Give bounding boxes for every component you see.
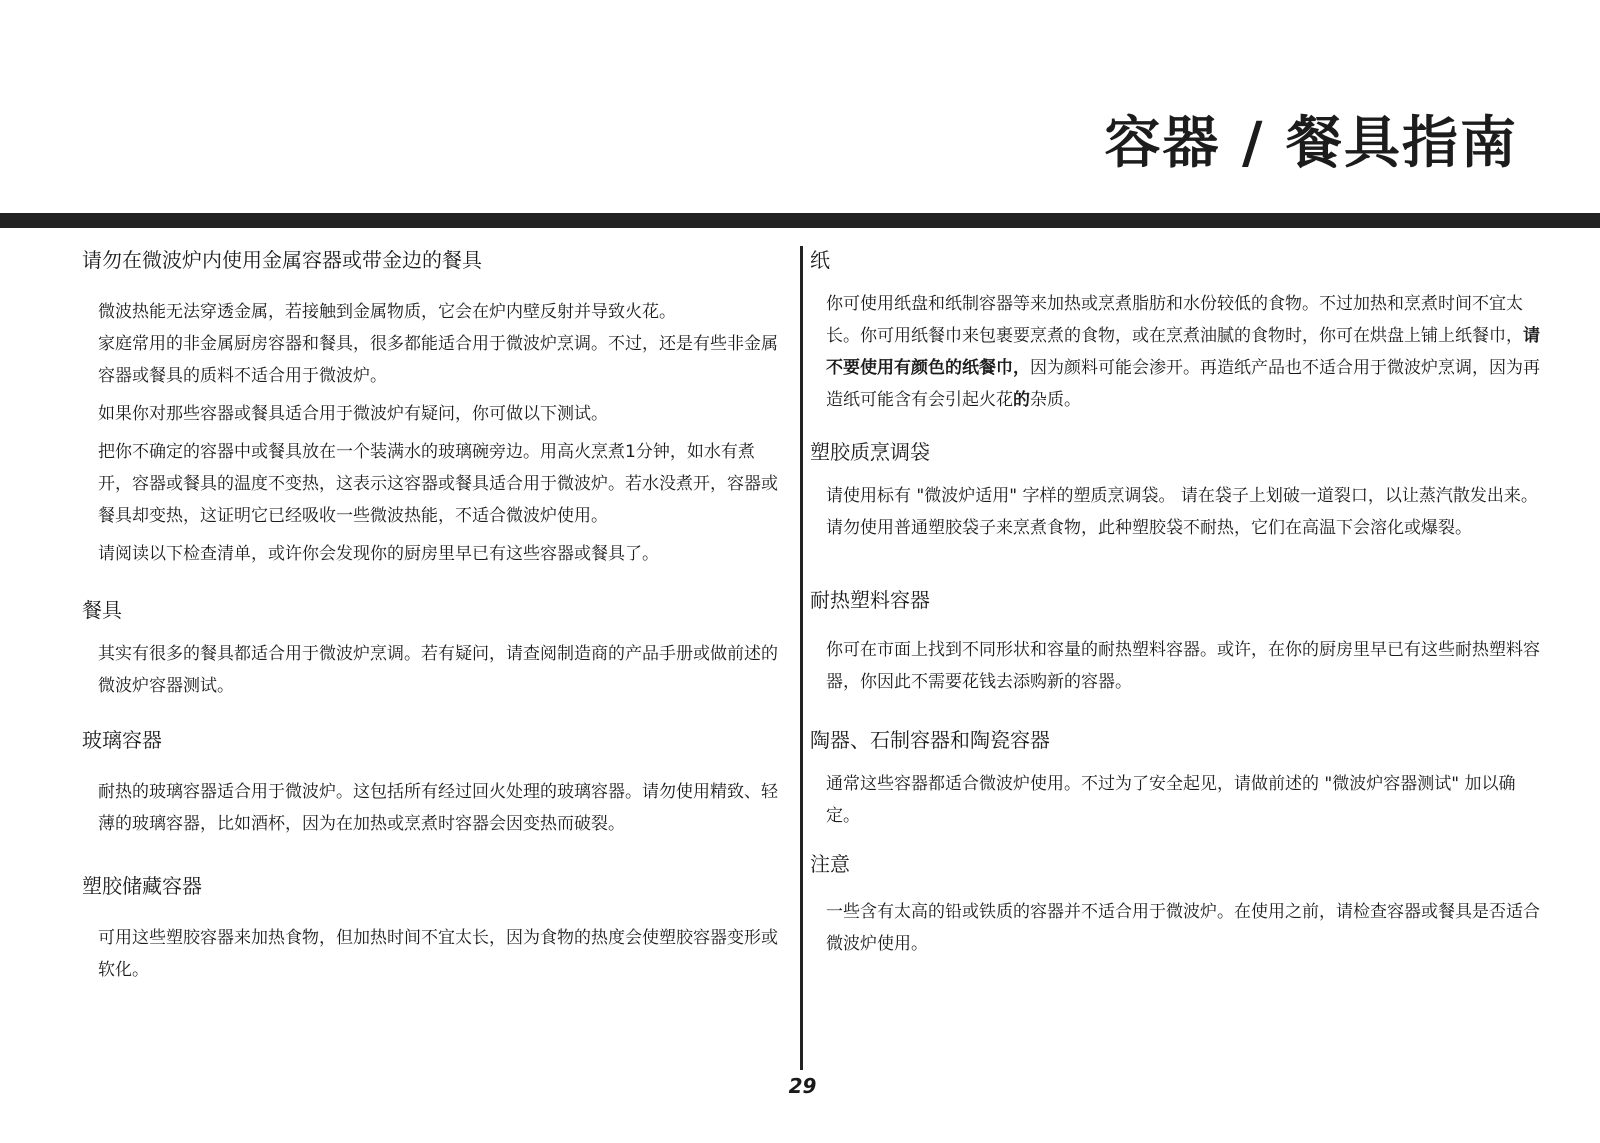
- title-rule: [0, 213, 1600, 228]
- section-heading-glass: 玻璃容器: [82, 728, 162, 752]
- section-heading-tableware: 餐具: [82, 598, 122, 622]
- section-heading-caution: 注意: [810, 852, 850, 876]
- section-cooking-bags: [810, 438, 1546, 544]
- paragraph: 家庭常用的非金属厨房容器和餐具，很多都能适合用于微波炉烹调。不过，还是有些非金属容器或餐具的质料不适合用于微波炉。: [98, 334, 778, 386]
- paper-text-b: 因为颜料可能会渗开。再造纸产品也不适合用于微波炉烹调，因为再造纸可能含有会引起火花: [826, 358, 1540, 410]
- paragraph: [826, 288, 1546, 416]
- page-number: 29: [788, 1074, 817, 1098]
- section-heading-heat-resistant-plastic: 耐热塑料容器: [810, 588, 930, 612]
- section-paper: [810, 246, 1546, 416]
- section-heading-paper: 纸: [810, 248, 830, 272]
- section-caution: [810, 850, 1546, 960]
- section-glass: [82, 726, 782, 840]
- paragraph: 请阅读以下检查清单，或许你会发现你的厨房里早已有这些容器或餐具了。: [98, 544, 659, 564]
- left-column: [82, 246, 782, 992]
- paragraph: 你可在市面上找到不同形状和容量的耐热塑料容器。或许，在你的厨房里早已有这些耐热塑料容器，你因此不需要花钱去添购新的容器。: [826, 640, 1540, 692]
- column-divider: [800, 246, 803, 1070]
- section-ceramics: [810, 726, 1546, 832]
- paper-text-a: 你可使用纸盘和纸制容器等来加热或烹煮脂肪和水份较低的食物。不过加热和烹煮时间不宜太长。你可用纸餐巾来包裹要烹煮的食物，或在烹煮油腻的食物时，你可在烘盘上铺上纸餐巾，: [826, 294, 1523, 346]
- paragraph: 通常这些容器都适合微波炉使用。不过为了安全起见，请做前述的 "微波炉容器测试" 加以确定。: [826, 774, 1516, 826]
- section-heading-no-metal: 请勿在微波炉内使用金属容器或带金边的餐具: [82, 248, 482, 272]
- paragraph: 把你不确定的容器中或餐具放在一个装满水的玻璃碗旁边。用高火烹煮1分钟，如水有煮开，容器或餐具的温度不变热，这表示这容器或餐具适合用于微波炉。若水没煮开，容器或餐具却变热，这证明它已经吸收一些微波热能，不适合微波炉使用。: [98, 442, 778, 526]
- section-heading-plastic-storage: 塑胶储藏容器: [82, 874, 202, 898]
- paragraph: 微波热能无法穿透金属，若接触到金属物质，它会在炉内壁反射并导致火花。: [98, 302, 676, 322]
- paragraph: 可用这些塑胶容器来加热食物，但加热时间不宜太长，因为食物的热度会使塑胶容器变形或软化。: [98, 928, 778, 980]
- section-heading-cooking-bags: 塑胶质烹调袋: [810, 440, 930, 464]
- page-title: 容器 / 餐具指南: [1104, 111, 1518, 176]
- section-tableware: [82, 596, 782, 702]
- paragraph: 一些含有太高的铅或铁质的容器并不适合用于微波炉。在使用之前，请检查容器或餐具是否适合微波炉使用。: [826, 902, 1540, 954]
- paper-text-bold-char: 的: [1013, 390, 1030, 410]
- section-heat-resistant-plastic: [810, 586, 1546, 698]
- paragraph: 请使用标有 "微波炉适用" 字样的塑质烹调袋。 请在袋子上划破一道裂口，以让蒸汽散发出来。请勿使用普通塑胶袋子来烹煮食物，此种塑胶袋不耐热，它们在高温下会溶化或爆裂。: [826, 486, 1538, 538]
- paragraph: 其实有很多的餐具都适合用于微波炉烹调。若有疑问，请查阅制造商的产品手册或做前述的微波炉容器测试。: [98, 644, 778, 696]
- paragraph: 耐热的玻璃容器适合用于微波炉。这包括所有经过回火处理的玻璃容器。请勿使用精致、轻薄的玻璃容器，比如酒杯，因为在加热或烹煮时容器会因变热而破裂。: [98, 782, 778, 834]
- paragraph: 如果你对那些容器或餐具适合用于微波炉有疑问，你可做以下测试。: [98, 404, 608, 424]
- section-heading-ceramics: 陶器、石制容器和陶瓷容器: [810, 728, 1050, 752]
- right-column: [810, 246, 1546, 966]
- section-plastic-storage: [82, 872, 782, 986]
- paper-warning-bold: 请不要使用有颜色的纸餐巾，: [826, 326, 1540, 378]
- section-no-metal: [82, 246, 782, 570]
- paper-text-c: 杂质。: [1030, 390, 1081, 410]
